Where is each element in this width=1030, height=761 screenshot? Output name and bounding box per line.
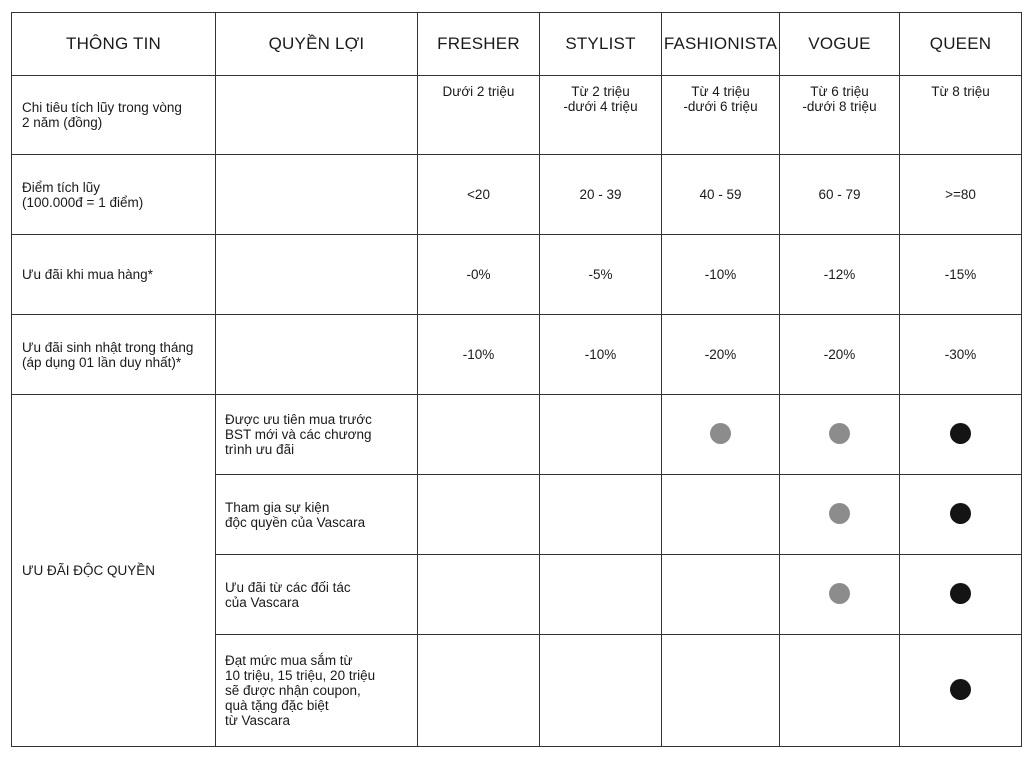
- empty-cell: [216, 315, 418, 395]
- header-rights: QUYỀN LỢI: [216, 13, 418, 76]
- row-label-spending: Chi tiêu tích lũy trong vòng 2 năm (đồng): [12, 76, 216, 155]
- value-cell: Từ 6 triệu -dưới 8 triệu: [780, 76, 900, 155]
- benefit-priority-purchase: Được ưu tiên mua trước BST mới và các chương trình ưu đãi: [216, 395, 418, 475]
- benefit-coupon-gifts: Đạt mức mua sắm từ 10 triệu, 15 triệu, 20 triệu sẽ được nhận coupon, quà tặng đặc biệt từ Vascara: [216, 635, 418, 747]
- value-cell: Từ 2 triệu -dưới 4 triệu: [540, 76, 662, 155]
- benefit-exclusive-events: Tham gia sự kiện độc quyền của Vascara: [216, 475, 418, 555]
- gray-dot-icon: [829, 423, 850, 444]
- empty-cell: [216, 155, 418, 235]
- row-label-purchase-discount: Ưu đãi khi mua hàng*: [12, 235, 216, 315]
- value-cell: -10%: [418, 315, 540, 395]
- mark-cell: [540, 555, 662, 635]
- header-tier-fresher: FRESHER: [418, 13, 540, 76]
- mark-cell: [418, 635, 540, 747]
- value-cell: Từ 4 triệu -dưới 6 triệu: [662, 76, 780, 155]
- table-row-spending: [12, 76, 1022, 155]
- header-tier-stylist: STYLIST: [540, 13, 662, 76]
- row-label-birthday-discount: Ưu đãi sinh nhật trong tháng (áp dụng 01 lần duy nhất)*: [12, 315, 216, 395]
- mark-cell: [780, 475, 900, 555]
- mark-cell: [418, 475, 540, 555]
- table-row-birthday-discount: [12, 315, 1022, 395]
- value-cell: -30%: [900, 315, 1022, 395]
- membership-tier-table: [11, 12, 1022, 747]
- table-row-purchase-discount: [12, 235, 1022, 315]
- value-cell: Dưới 2 triệu: [418, 76, 540, 155]
- mark-cell: [900, 395, 1022, 475]
- mark-cell: [900, 635, 1022, 747]
- mark-cell: [662, 475, 780, 555]
- table-row-points: [12, 155, 1022, 235]
- black-dot-icon: [950, 583, 971, 604]
- black-dot-icon: [950, 423, 971, 444]
- mark-cell: [662, 555, 780, 635]
- mark-cell: [780, 555, 900, 635]
- gray-dot-icon: [710, 423, 731, 444]
- empty-cell: [216, 235, 418, 315]
- value-cell: <20: [418, 155, 540, 235]
- black-dot-icon: [950, 679, 971, 700]
- value-cell: -10%: [540, 315, 662, 395]
- value-cell: -20%: [780, 315, 900, 395]
- empty-cell: [216, 76, 418, 155]
- mark-cell: [418, 395, 540, 475]
- mark-cell: [418, 555, 540, 635]
- benefit-partner-offers: Ưu đãi từ các đối tác của Vascara: [216, 555, 418, 635]
- value-cell: Từ 8 triệu: [900, 76, 1022, 155]
- header-tier-vogue: VOGUE: [780, 13, 900, 76]
- mark-cell: [662, 395, 780, 475]
- mark-cell: [780, 635, 900, 747]
- header-tier-queen: QUEEN: [900, 13, 1022, 76]
- header-row: [12, 13, 1022, 76]
- gray-dot-icon: [829, 583, 850, 604]
- mark-cell: [780, 395, 900, 475]
- table-row-exclusive-priority: [12, 395, 1022, 475]
- exclusive-section-label: ƯU ĐÃI ĐỘC QUYỀN: [12, 395, 216, 747]
- value-cell: -15%: [900, 235, 1022, 315]
- value-cell: 20 - 39: [540, 155, 662, 235]
- gray-dot-icon: [829, 503, 850, 524]
- value-cell: -12%: [780, 235, 900, 315]
- mark-cell: [662, 635, 780, 747]
- mark-cell: [540, 395, 662, 475]
- mark-cell: [540, 475, 662, 555]
- header-info: THÔNG TIN: [12, 13, 216, 76]
- value-cell: >=80: [900, 155, 1022, 235]
- black-dot-icon: [950, 503, 971, 524]
- value-cell: 60 - 79: [780, 155, 900, 235]
- row-label-points: Điểm tích lũy (100.000đ = 1 điểm): [12, 155, 216, 235]
- value-cell: 40 - 59: [662, 155, 780, 235]
- value-cell: -10%: [662, 235, 780, 315]
- mark-cell: [900, 475, 1022, 555]
- mark-cell: [900, 555, 1022, 635]
- value-cell: -20%: [662, 315, 780, 395]
- value-cell: -5%: [540, 235, 662, 315]
- value-cell: -0%: [418, 235, 540, 315]
- mark-cell: [540, 635, 662, 747]
- header-tier-fashionista: FASHIONISTA: [662, 13, 780, 76]
